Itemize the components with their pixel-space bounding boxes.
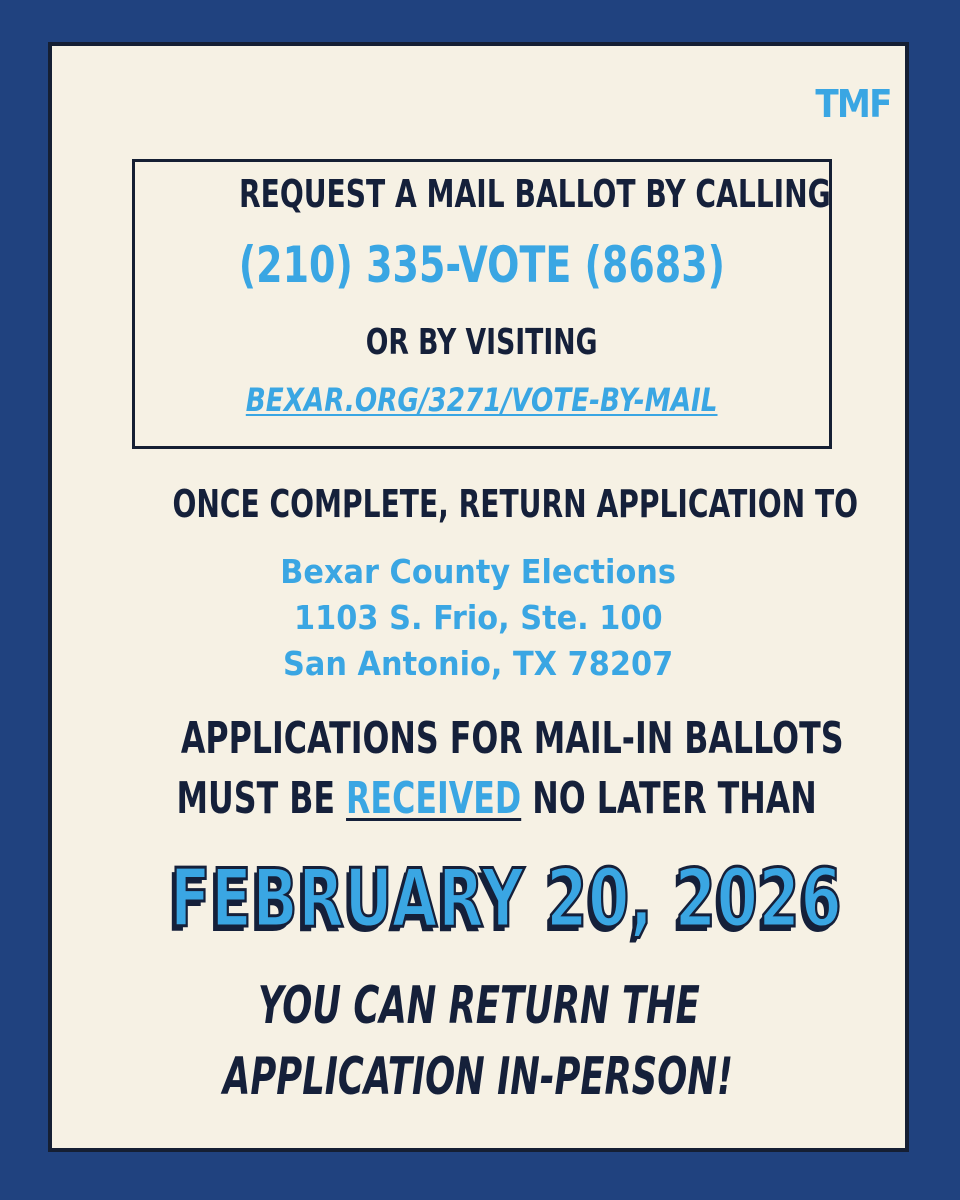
phone-number[interactable]: (210) 335-VOTE (8683) (238, 236, 726, 294)
return-in-person-line-1: YOU CAN RETURN THE (257, 976, 700, 1036)
deadline-prefix: MUST BE (176, 773, 336, 824)
vote-by-mail-link[interactable]: BEXAR.ORG/3271/VOTE-BY-MAIL (246, 381, 718, 419)
deadline-suffix: NO LATER THAN (532, 773, 817, 824)
return-application-heading: ONCE COMPLETE, RETURN APPLICATION TO (172, 482, 859, 526)
mail-ballot-request-box (132, 159, 832, 449)
deadline-date: FEBRUARY 20, 2026 (170, 852, 843, 945)
address-line-2: 1103 S. Frio, Ste. 100 (294, 598, 663, 637)
received-emphasis: RECEIVED (346, 773, 522, 824)
address-line-1: Bexar County Elections (280, 552, 677, 591)
deadline-line-2 (177, 773, 817, 824)
return-in-person-line-2: APPLICATION IN-PERSON! (223, 1047, 734, 1107)
or-visiting-text: OR BY VISITING (366, 322, 598, 363)
request-heading: REQUEST A MAIL BALLOT BY CALLING (238, 172, 831, 216)
flyer-card (48, 42, 909, 1152)
tmf-logo: TMF (815, 82, 891, 126)
deadline-line-1: APPLICATIONS FOR MAIL-IN BALLOTS (180, 713, 844, 764)
address-line-3: San Antonio, TX 78207 (283, 644, 674, 683)
